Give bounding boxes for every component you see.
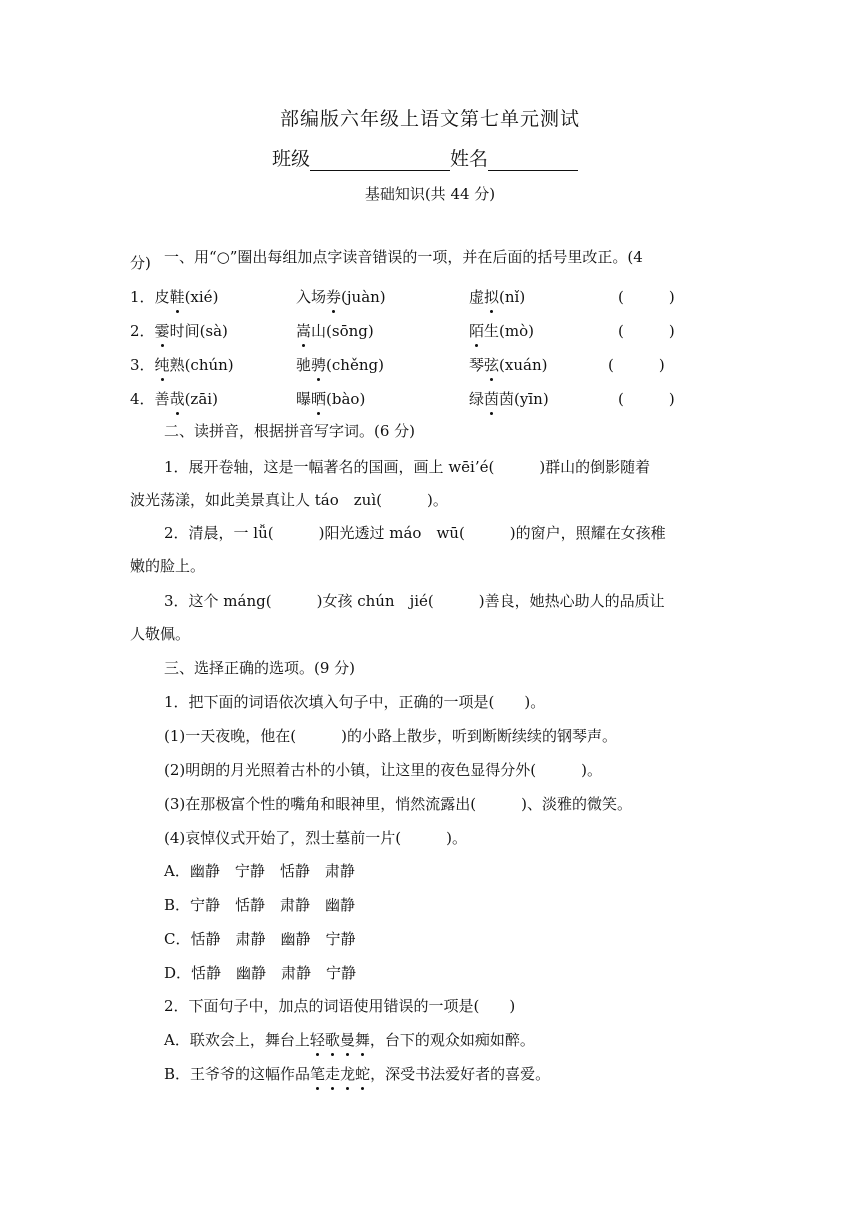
text: (bào) (326, 390, 366, 408)
dotted-char: 舞 (354, 1031, 370, 1049)
dotted-char: 骋 (311, 356, 327, 374)
page-title: 部编版六年级上语文第七单元测试 (279, 108, 580, 130)
dotted-char: 拟 (484, 288, 500, 306)
answer-paren[interactable]: ( ) (618, 390, 675, 408)
q2-line-3: 2．清晨，一 lǚ( )阳光透过 máo wū( )的窗户，照耀在女孩稚 (164, 524, 666, 542)
text: 茵(yīn) (499, 390, 549, 408)
q3-sentence-1: (1)一天夜晚，他在( )的小路上散步，听到断断续续的钢琴声。 (164, 727, 617, 745)
option-text: ，台下的观众如痴如醉。 (369, 1031, 535, 1049)
text: 皮 (154, 288, 170, 306)
dotted-char: 笔 (310, 1065, 326, 1083)
q2-heading: 二、读拼音，根据拼音写字词。(6 分) (164, 422, 416, 440)
dotted-char: 券 (326, 288, 342, 306)
q1-row-3-c (469, 354, 547, 375)
dotted-char: 鞋 (169, 288, 185, 306)
q3-sentence-4: (4)哀悼仪式开始了，烈士墓前一片( )。 (164, 829, 467, 847)
q3-heading: 三、选择正确的选项。(9 分) (164, 659, 356, 677)
q1-row-1-b (296, 286, 386, 307)
text: 4． (130, 390, 155, 408)
option-c[interactable]: C．恬静 肃静 幽静 宁静 (164, 930, 356, 948)
q3-item-1: 1．把下面的词语依次填入句子中，正确的一项是( )。 (164, 693, 546, 711)
dotted-char: 轻 (309, 1031, 325, 1049)
q1-row-4-b (296, 388, 365, 409)
q2-line-6: 人敬佩。 (130, 625, 191, 643)
q3-sentence-2: (2)明朗的月光照着古朴的小镇，让这里的夜色显得分外( )。 (164, 761, 602, 779)
q1-row-4-c (469, 388, 549, 409)
text: 琴 (469, 356, 485, 374)
dotted-char: 龙 (340, 1065, 356, 1083)
text: 2． (130, 322, 155, 340)
text: 绿 (469, 390, 485, 408)
q1-row-2-b (296, 320, 374, 341)
text: (chěng) (326, 356, 384, 374)
text: (zāi) (184, 390, 218, 408)
q1-row-3-b (296, 354, 384, 375)
text: 善 (154, 390, 170, 408)
text: 生(mò) (484, 322, 534, 340)
dotted-phrase (310, 1031, 370, 1049)
dotted-char: 陌 (469, 322, 485, 340)
q3-2-option-a[interactable] (164, 1029, 535, 1050)
text: (nǐ) (499, 288, 526, 306)
answer-paren[interactable]: ( ) (618, 288, 675, 306)
option-d[interactable]: D．恬静 幽静 肃静 宁静 (164, 964, 357, 982)
q3-2-option-b[interactable] (164, 1063, 550, 1084)
text: 曝 (296, 390, 312, 408)
q1-heading-part2: 分) (130, 254, 151, 272)
name-blank[interactable] (488, 148, 578, 171)
text: 时间(sà) (169, 322, 228, 340)
option-text: ，深受书法爱好者的喜爱。 (370, 1065, 551, 1083)
text: 山(sōng) (311, 322, 374, 340)
dotted-char: 蛇 (355, 1065, 371, 1083)
option-text: B．王爷爷的这幅作品 (164, 1065, 311, 1083)
text: (xié) (184, 288, 219, 306)
section-heading: 基础知识(共 44 分) (364, 185, 496, 203)
q1-row-3-a (130, 354, 234, 375)
dotted-char: 哉 (169, 390, 185, 408)
text: (juàn) (341, 288, 386, 306)
q3-sentence-3: (3)在那极富个性的嘴角和眼神里，悄然流露出( )、淡雅的微笑。 (164, 795, 632, 813)
class-label: 班级 (272, 148, 311, 170)
text: 3． (130, 356, 155, 374)
q1-row-4-a (130, 388, 218, 409)
dotted-char: 晒 (311, 390, 327, 408)
q2-line-5: 3．这个 máng( )女孩 chún jié( )善良，她热心助人的品质让 (164, 592, 665, 610)
dotted-char: 弦 (484, 356, 500, 374)
option-b[interactable]: B．宁静 恬静 肃静 幽静 (164, 896, 356, 914)
dotted-phrase (310, 1065, 370, 1083)
q3-item-2: 2．下面句子中，加点的词语使用错误的一项是( ) (164, 997, 516, 1015)
text: 入场 (296, 288, 327, 306)
q1-row-2-a (130, 320, 228, 341)
dotted-char: 霎 (154, 322, 170, 340)
option-text: A．联欢会上，舞台上 (164, 1031, 310, 1049)
text: 虚 (469, 288, 485, 306)
dotted-char: 走 (325, 1065, 341, 1083)
q1-row-2-c (469, 320, 534, 341)
q1-row-1-c (469, 286, 525, 307)
dotted-char: 曼 (339, 1031, 355, 1049)
q2-line-2: 波光荡漾，如此美景真让人 táo zuì( )。 (130, 491, 448, 509)
dotted-char: 纯 (154, 356, 170, 374)
dotted-char: 嵩 (296, 322, 312, 340)
dotted-char: 歌 (324, 1031, 340, 1049)
q2-line-1: 1．展开卷轴，这是一幅著名的国画，画上 wēi’é( )群山的倒影随着 (164, 458, 651, 476)
dotted-char: 茵 (484, 390, 500, 408)
class-blank[interactable] (310, 148, 450, 171)
name-label: 姓名 (450, 148, 489, 170)
text: 驰 (296, 356, 312, 374)
q1-row-1-a (130, 286, 218, 307)
q2-line-4: 嫩的脸上。 (130, 557, 206, 575)
answer-paren[interactable]: ( ) (608, 356, 665, 374)
student-info-line (272, 144, 578, 171)
answer-paren[interactable]: ( ) (618, 322, 675, 340)
q1-heading: 一、用“○”圈出每组加点字读音错误的一项，并在后面的括号里改正。(4 (164, 248, 643, 266)
option-a[interactable]: A．幽静 宁静 恬静 肃静 (164, 862, 355, 880)
text: (xuán) (499, 356, 548, 374)
text: 1． (130, 288, 155, 306)
text: 熟(chún) (169, 356, 234, 374)
